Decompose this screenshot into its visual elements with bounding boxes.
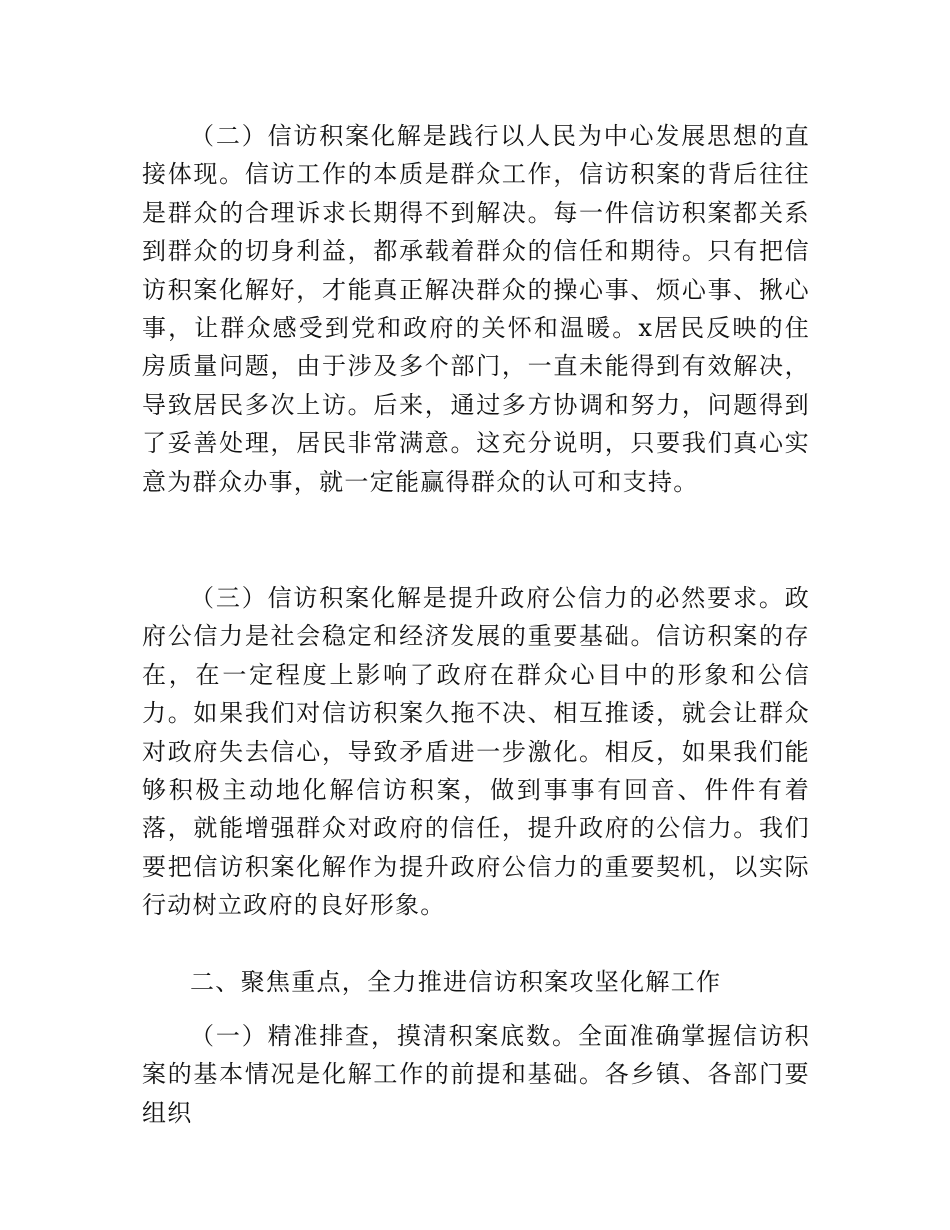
paragraph-precise-investigation [142, 1017, 810, 1132]
paragraph-petition-people-centered [142, 117, 810, 501]
paragraph-government-credibility [142, 579, 810, 925]
paragraph-text: （一）精准排查，摸清积案底数。全面准确掌握信访积案的基本情况是化解工作的前提和基础。各乡镇、各部门要组织 [142, 1022, 810, 1127]
heading-text: 二、聚焦重点，全力推进信访积案攻坚化解工作 [190, 968, 722, 996]
section-heading-two [142, 963, 810, 1001]
paragraph-text: （三）信访积案化解是提升政府公信力的必然要求。政府公信力是社会稳定和经济发展的重要基础。信访积案的存在，在一定程度上影响了政府在群众心目中的形象和公信力。如果我们对信访积案久拖不决、相互推诿，就会让群众对政府失去信心，导致矛盾进一步激化。相反，如果我们能够积极主动地化解信访积案，做到事事有回音、件件有着落，就能增强群众对政府的信任，提升政府的公信力。我们要把信访积案化解作为提升政府公信力的重要契机，以实际行动树立政府的良好形象。 [142, 584, 810, 920]
paragraph-text: （二）信访积案化解是践行以人民为中心发展思想的直接体现。信访工作的本质是群众工作，信访积案的背后往往是群众的合理诉求长期得不到解决。每一件信访积案都关系到群众的切身利益，都承载着群众的信任和期待。只有把信访积案化解好，才能真正解决群众的操心事、烦心事、揪心事，让群众感受到党和政府的关怀和温暖。x居民反映的住房质量问题，由于涉及多个部门，一直未能得到有效解决，导致居民多次上访。后来，通过多方协调和努力，问题得到了妥善处理，居民非常满意。这充分说明，只要我们真心实意为群众办事，就一定能赢得群众的认可和支持。 [142, 122, 810, 496]
